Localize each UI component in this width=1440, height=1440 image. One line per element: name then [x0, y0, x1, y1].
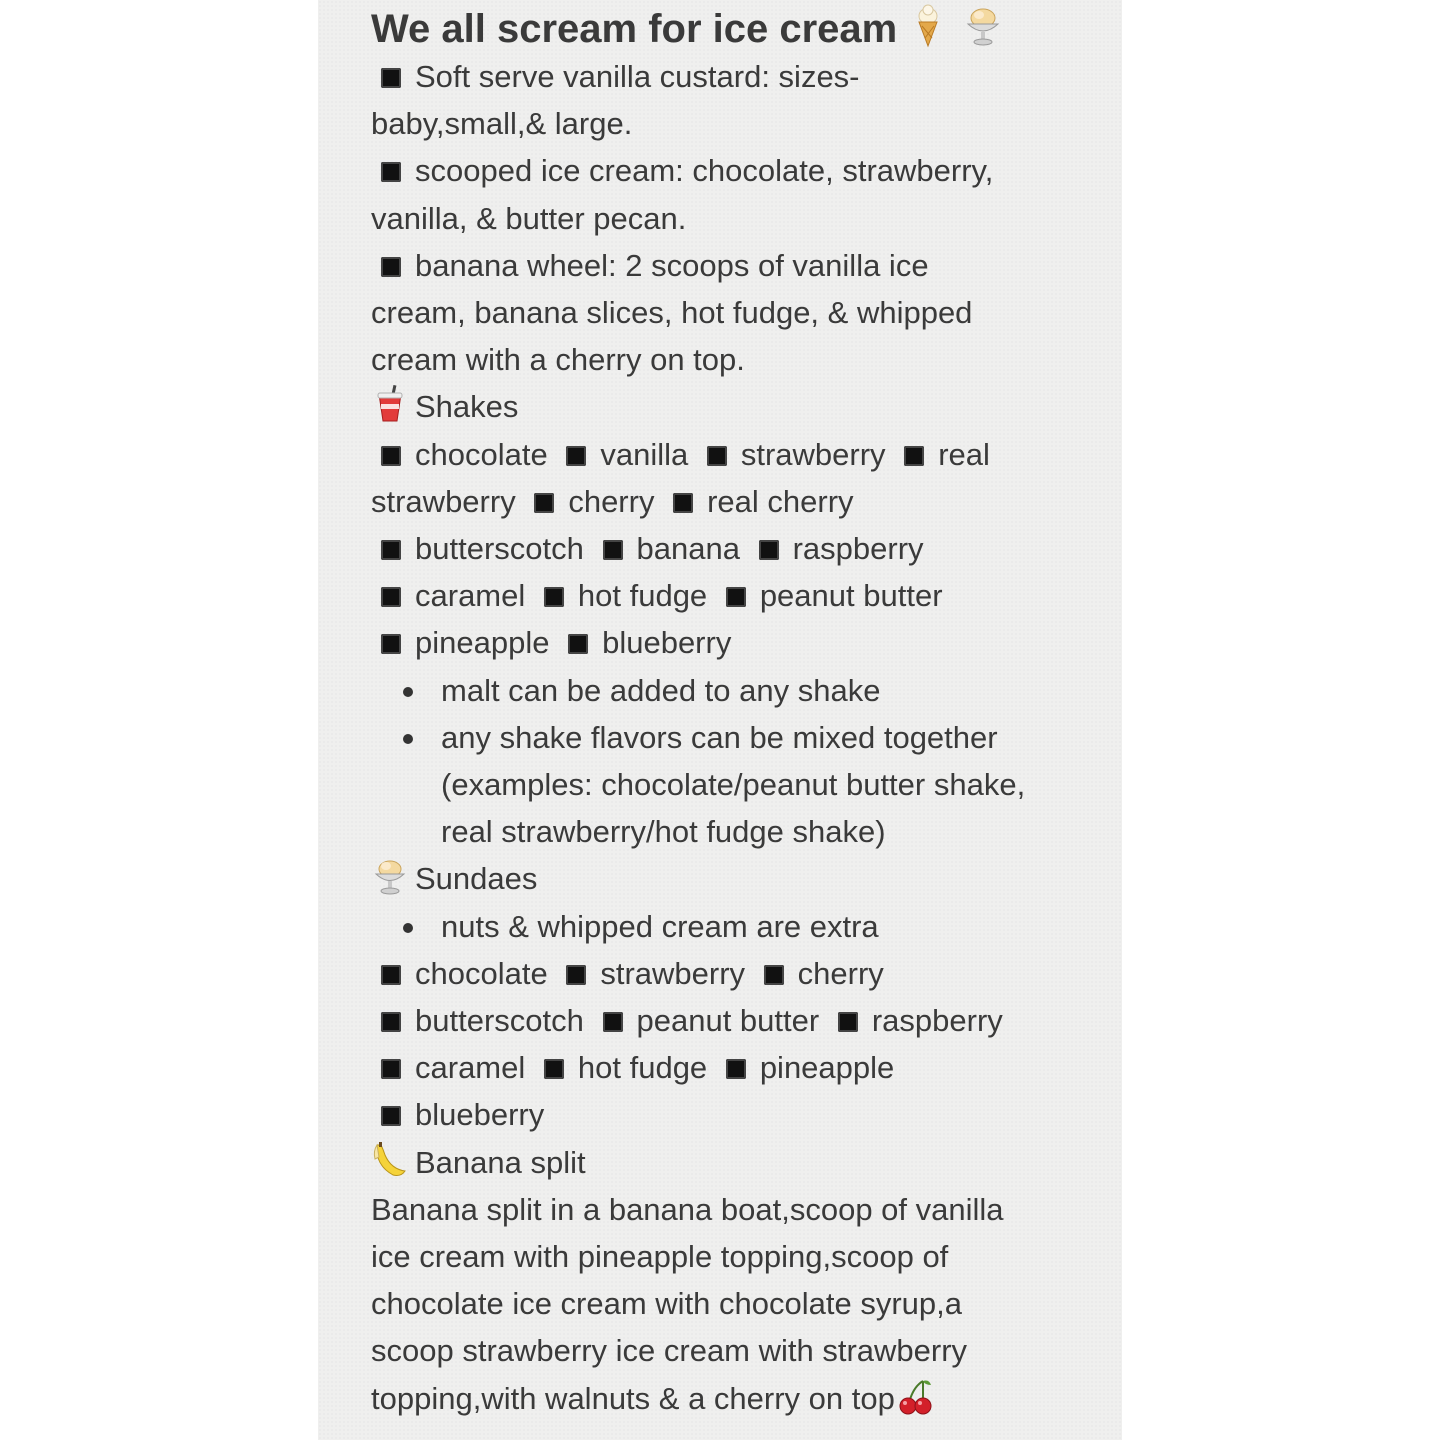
flavor-item: hot fudge — [577, 578, 708, 614]
flavor-item: caramel — [415, 578, 526, 614]
paragraph-line: scoop strawberry ice cream with strawberry — [371, 1333, 968, 1369]
sundae-bowl-icon — [963, 4, 1003, 48]
flavor-item: caramel — [415, 1050, 526, 1086]
square-bullet-icon — [566, 965, 586, 985]
square-bullet-icon — [534, 493, 554, 513]
banana-icon — [371, 1141, 409, 1179]
square-bullet-icon — [381, 1106, 401, 1126]
flavor-item: cherry — [797, 955, 884, 991]
square-bullet-icon — [381, 446, 401, 466]
shake-cup-icon — [371, 385, 409, 423]
list-item — [371, 53, 1081, 100]
flavor-row — [371, 572, 1081, 619]
paragraph-line: chocolate ice cream with chocolate syrup,a — [371, 1286, 963, 1322]
item-text: scooped ice cream: chocolate, strawberry, — [415, 153, 994, 189]
cherries-icon — [897, 1377, 935, 1415]
flavor-row — [371, 478, 1081, 525]
flavor-item: butterscotch — [415, 1003, 584, 1039]
section-heading-text: Sundaes — [415, 861, 538, 897]
square-bullet-icon — [764, 965, 784, 985]
ice-cream-cone-icon — [908, 4, 948, 48]
flavor-row — [371, 525, 1081, 572]
page-title — [371, 4, 1081, 53]
section-heading-banana-split — [371, 1139, 1081, 1186]
flavor-item: peanut butter — [759, 578, 943, 614]
square-bullet-icon — [381, 1059, 401, 1079]
list-item-continuation: cream with a cherry on top. — [371, 342, 745, 378]
flavor-item: blueberry — [415, 1097, 545, 1133]
list-item — [371, 242, 1081, 289]
list-item-continuation: baby,small,& large. — [371, 106, 633, 142]
list-item — [371, 147, 1081, 194]
flavor-item: pineapple — [759, 1050, 895, 1086]
flavor-item: banana — [636, 531, 740, 567]
flavor-row — [371, 1044, 1081, 1091]
flavor-item: chocolate — [415, 436, 548, 472]
square-bullet-icon — [566, 446, 586, 466]
square-bullet-icon — [381, 1012, 401, 1032]
square-bullet-icon — [759, 540, 779, 560]
section-heading-sundaes — [371, 855, 1081, 902]
flavor-row — [371, 997, 1081, 1044]
flavor-item: real cherry — [707, 483, 854, 519]
flavor-item: blueberry — [602, 625, 732, 661]
flavor-item: strawberry — [371, 483, 516, 519]
flavor-item: pineapple — [415, 625, 550, 661]
flavor-item: hot fudge — [577, 1050, 708, 1086]
square-bullet-icon — [381, 587, 401, 607]
flavor-item: strawberry — [600, 955, 746, 991]
square-bullet-icon — [603, 540, 623, 560]
square-bullet-icon — [544, 587, 564, 607]
square-bullet-icon — [381, 257, 401, 277]
title-text: We all scream for ice cream — [371, 7, 898, 51]
sundae-bowl-icon — [371, 857, 409, 895]
square-bullet-icon — [726, 1059, 746, 1079]
square-bullet-icon — [381, 162, 401, 182]
shake-note: malt can be added to any shake — [371, 667, 1081, 714]
paragraph-line — [371, 1375, 1081, 1422]
square-bullet-icon — [603, 1012, 623, 1032]
item-text: banana wheel: 2 scoops of vanilla ice — [415, 247, 929, 283]
section-heading-text: Banana split — [415, 1144, 586, 1180]
square-bullet-icon — [381, 68, 401, 88]
square-bullet-icon — [726, 587, 746, 607]
paragraph-line: Banana split in a banana boat,scoop of vanilla — [371, 1191, 1004, 1227]
flavor-row — [371, 950, 1081, 997]
flavor-item: peanut butter — [636, 1003, 820, 1039]
flavor-row — [371, 1091, 1081, 1138]
square-bullet-icon — [381, 965, 401, 985]
flavor-item: real — [938, 436, 990, 472]
flavor-item: raspberry — [871, 1003, 1003, 1039]
flavor-row — [371, 619, 1081, 666]
flavor-item: strawberry — [740, 436, 886, 472]
section-heading-shakes — [371, 383, 1081, 430]
shake-note: any shake flavors can be mixed together (examples: chocolate/peanut butter shake, real strawberry/hot fudge shake) — [371, 714, 1041, 856]
square-bullet-icon — [673, 493, 693, 513]
square-bullet-icon — [544, 1059, 564, 1079]
flavor-item: cherry — [568, 483, 655, 519]
flavor-item: chocolate — [415, 955, 548, 991]
section-heading-text: Shakes — [415, 389, 519, 425]
square-bullet-icon — [904, 446, 924, 466]
square-bullet-icon — [568, 634, 588, 654]
paragraph-text: topping,with walnuts & a cherry on top — [371, 1380, 895, 1416]
square-bullet-icon — [838, 1012, 858, 1032]
flavor-item: vanilla — [600, 436, 689, 472]
square-bullet-icon — [381, 634, 401, 654]
flavor-row — [371, 431, 1081, 478]
square-bullet-icon — [381, 540, 401, 560]
flavor-item: raspberry — [792, 531, 924, 567]
notes-page — [318, 0, 1122, 1440]
list-item-continuation: vanilla, & butter pecan. — [371, 200, 687, 236]
sundae-note: nuts & whipped cream are extra — [371, 903, 1081, 950]
item-text: Soft serve vanilla custard: sizes- — [415, 59, 860, 94]
paragraph-line: ice cream with pineapple topping,scoop of — [371, 1239, 949, 1275]
flavor-item: butterscotch — [415, 531, 584, 567]
menu-note — [371, 4, 1081, 1422]
square-bullet-icon — [707, 446, 727, 466]
list-item-continuation: cream, banana slices, hot fudge, & whipped — [371, 295, 973, 331]
